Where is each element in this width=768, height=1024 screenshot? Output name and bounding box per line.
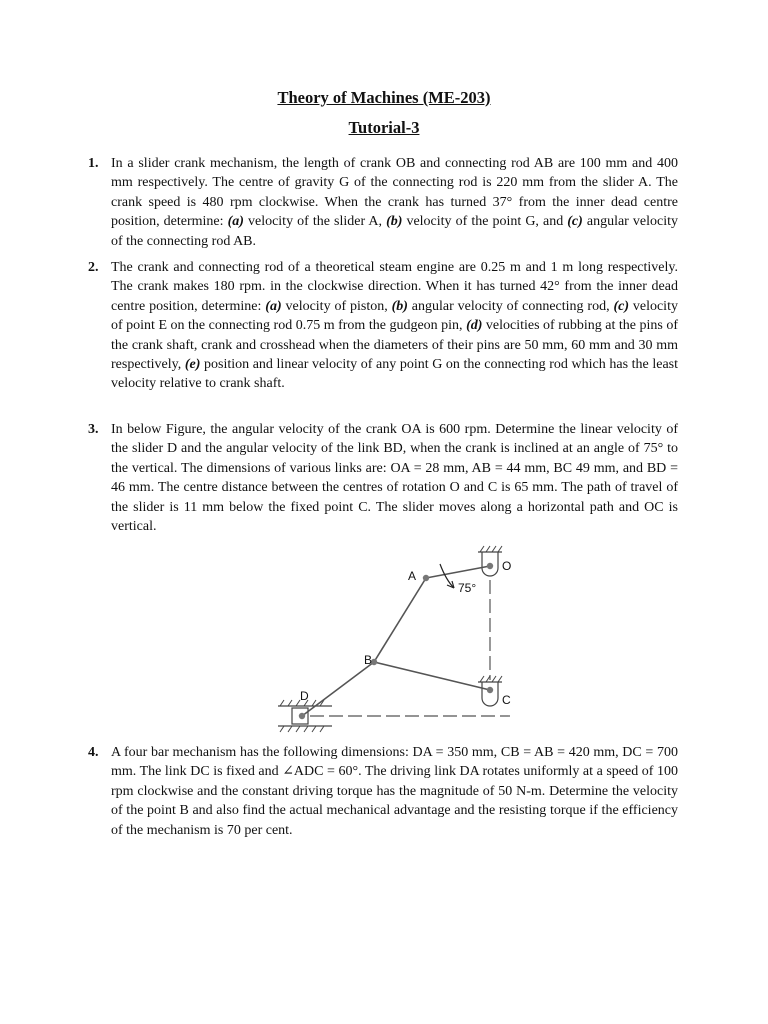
joint-a bbox=[423, 575, 429, 581]
label-angle: 75° bbox=[458, 581, 477, 595]
question-text: A four bar mechanism has the following dimensions: DA = 350 mm, CB = AB = 420 mm, DC = 700 mm. The link DC is fixed and ∠ADC = 60°. The driving link DA rotates uniformly at a speed of 100 rpm clockwise and the constant driving torque has the magnitude of 50 N-m. Determine the velocity of the point B and also find the actual mechanical advantage and the resisting torque if the efficiency of the mechanism is 70 per cent. bbox=[111, 745, 678, 838]
question-number: 3. bbox=[88, 422, 99, 437]
label-a: A bbox=[408, 569, 417, 583]
question-text: The crank and connecting rod of a theoretical steam engine are 0.25 m and 1 m long respectively. The crank makes 180 rpm. in the clockwise direction. When it has turned 42° from the inner dead centre position, determine: (a) velocity of piston, (b) angular velocity of connecting rod, (c) velocity of point E on the connecting rod 0.75 m from the gudgeon pin, (d) velocities of rubbing at the pins of the crank shaft, crank and crosshead when the diameters of their pins are 50 mm, 60 mm and 30 mm respectively, (e) position and linear velocity of any point G on the connecting rod which has the least velocity relative to crank shaft. bbox=[111, 260, 678, 392]
link-bd bbox=[302, 662, 374, 716]
document-subtitle: Tutorial-3 bbox=[348, 118, 420, 137]
question-text: In below Figure, the angular velocity of the crank OA is 600 rpm. Determine the linear velocity of the slider D and the angular velocity of the link BD, when the crank is inclined at an angle of 75° to the vertical. The dimensions of various links are: OA = 28 mm, AB = 44 mm, BC 49 mm, and BD = 46 mm. The centre distance between the centres of rotation O and C is 65 mm. The path of travel of the slider is 11 mm below the fixed point C. The slider moves along a horizontal path and OC is vertical. bbox=[111, 422, 678, 535]
question-1 bbox=[88, 154, 678, 251]
joint-c bbox=[487, 687, 493, 693]
joint-o bbox=[487, 563, 493, 569]
label-d: D bbox=[300, 689, 309, 703]
label-b: B bbox=[364, 653, 373, 667]
label-c: C bbox=[502, 693, 511, 707]
link-ab bbox=[374, 578, 426, 662]
question-4 bbox=[88, 743, 678, 840]
question-3 bbox=[88, 420, 678, 536]
joint-d bbox=[299, 713, 305, 719]
question-number: 1. bbox=[88, 156, 99, 171]
question-number: 4. bbox=[88, 745, 99, 760]
label-o: O bbox=[502, 559, 512, 573]
document-title: Theory of Machines (ME-203) bbox=[277, 88, 491, 107]
rotation-arrow-icon bbox=[440, 564, 454, 588]
question-2 bbox=[88, 258, 678, 394]
question-number: 2. bbox=[88, 260, 99, 275]
linkage-figure bbox=[270, 540, 520, 740]
link-oa bbox=[426, 566, 490, 578]
fixed-support-o bbox=[478, 546, 502, 576]
question-text: In a slider crank mechanism, the length of crank OB and connecting rod AB are 100 mm and 400 mm respectively. The centre of gravity G of the connecting rod is 220 mm from the slider A. The crank speed is 480 rpm clockwise. When the crank has turned 37° from the inner dead centre position, determine: (a) velocity of the slider A, (b) velocity of the point G, and (c) angular velocity of the connecting rod AB. bbox=[111, 156, 678, 249]
link-bc bbox=[374, 662, 490, 690]
